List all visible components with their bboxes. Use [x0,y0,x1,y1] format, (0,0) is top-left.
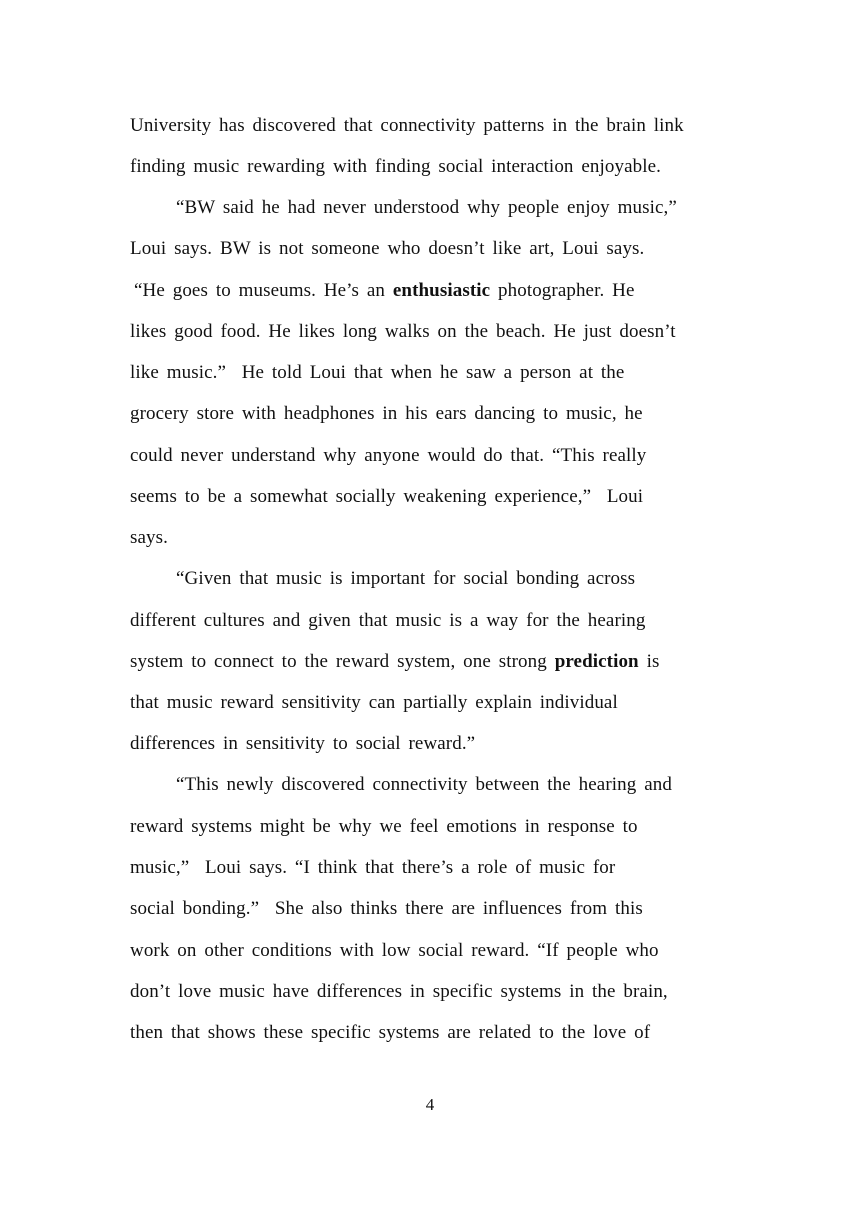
text-line: says. [130,527,168,548]
text-line: social bonding.” She also thinks there are influences from this [130,898,643,919]
text-segment: “He goes to museums. He’s an [134,280,393,301]
text-line: seems to be a somewhat socially weakening experience,” Loui [130,486,644,507]
text-segment: photographer. He [490,280,635,301]
text-line: then that shows these specific systems are related to the love of [130,1022,651,1043]
text-line: work on other conditions with low social reward. “If people who [130,940,659,961]
paragraph-first-line: “Given that music is important for social bonding across [176,568,636,589]
text-line: like music.” He told Loui that when he saw a person at the [130,362,625,383]
text-line [130,650,659,674]
text-segment: system to connect to the reward system, one strong [130,651,555,672]
text-line: University has discovered that connectivity patterns in the brain link [130,115,684,136]
text-line: differences in sensitivity to social reward.” [130,733,476,754]
text-line: likes good food. He likes long walks on the beach. He just doesn’t [130,321,676,342]
text-segment: is [638,651,660,672]
bold-keyword: prediction [554,651,639,672]
paragraph-first-line: “This newly discovered connectivity between the hearing and [176,774,672,795]
text-line: grocery store with headphones in his ears dancing to music, he [130,403,643,424]
text-line: don’t love music have differences in specific systems in the brain, [130,981,668,1002]
text-line: reward systems might be why we feel emotions in response to [130,816,638,837]
paragraph-first-line: “BW said he had never understood why people enjoy music,” [176,197,677,218]
text-line: different cultures and given that music is a way for the hearing [130,610,646,631]
text-line [134,279,635,303]
text-line: could never understand why anyone would do that. “This really [130,445,647,466]
text-line: that music reward sensitivity can partially explain individual [130,692,618,713]
page-number: 4 [425,1095,435,1114]
text-line: music,” Loui says. “I think that there’s a role of music for [130,857,616,878]
text-line: finding music rewarding with finding social interaction enjoyable. [130,156,661,177]
text-line: Loui says. BW is not someone who doesn’t like art, Loui says. [130,238,645,259]
bold-keyword: enthusiastic [392,280,491,301]
